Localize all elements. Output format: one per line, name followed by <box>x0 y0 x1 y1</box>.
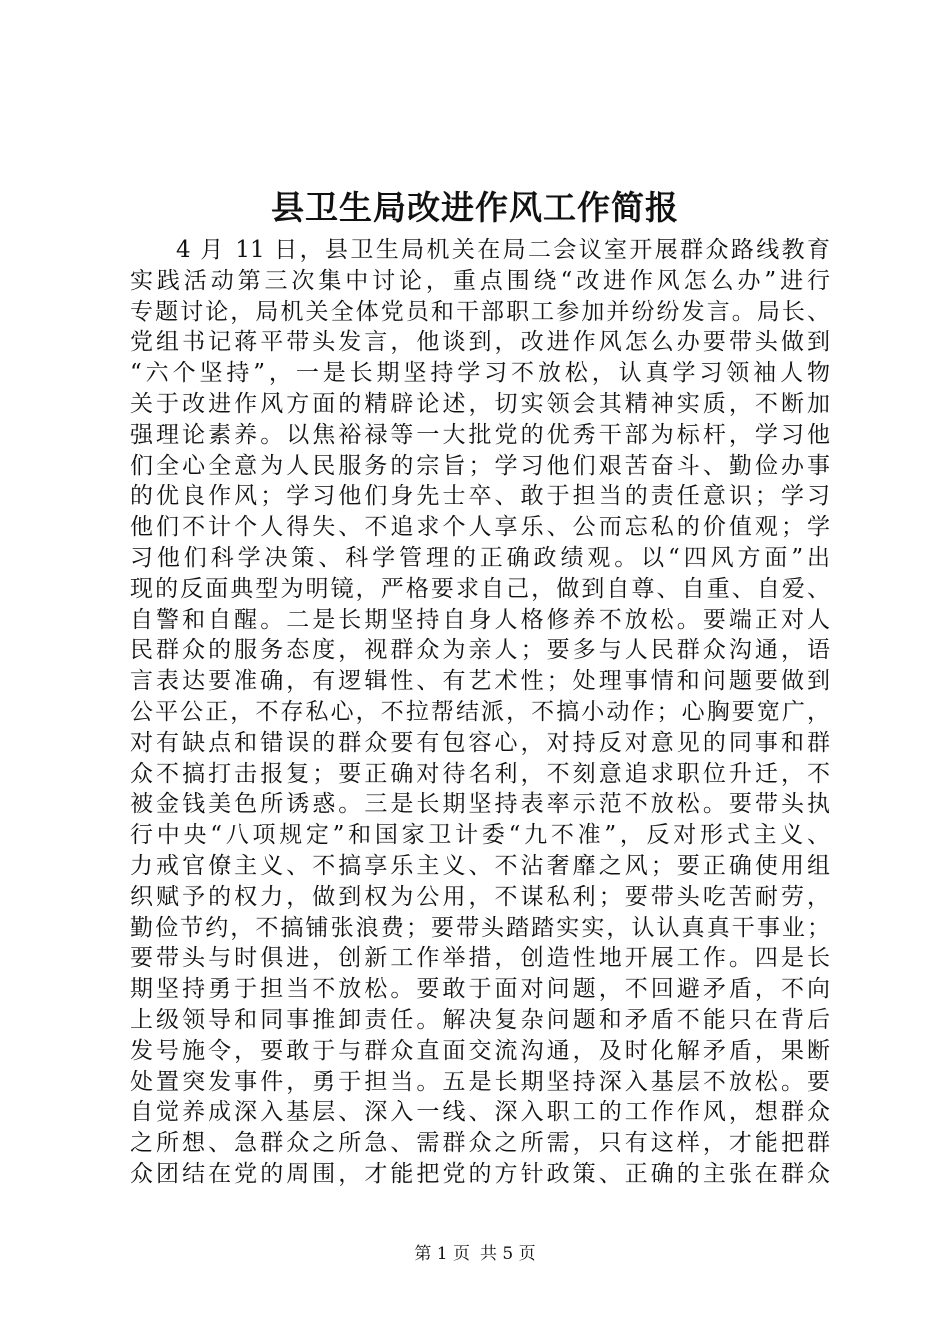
paragraph-line: 公平公正，不存私心，不拉帮结派，不搞小动作；心胸要宽广， <box>130 698 830 725</box>
paragraph-line: 发号施令，要敢于与群众直面交流沟通，及时化解矛盾，果断 <box>130 1037 830 1064</box>
paragraph-line: 行中央“八项规定”和国家卫计委“九不准”，反对形式主义、 <box>130 822 830 849</box>
page-footer <box>0 1242 950 1266</box>
paragraph-line: 织赋予的权力，做到权为公用，不谋私利；要带头吃苦耐劳， <box>130 883 830 910</box>
paragraph-line: 自觉养成深入基层、深入一线、深入职工的工作作风，想群众 <box>130 1099 830 1126</box>
paragraph-line: 专题讨论，局机关全体党员和干部职工参加并纷纷发言。局长、 <box>130 298 830 325</box>
paragraph-line: 党组书记蒋平带头发言，他谈到，改进作风怎么办要带头做到 <box>130 329 830 356</box>
page-total: 共 5 页 <box>480 1244 536 1264</box>
paragraph-line: 习他们科学决策、科学管理的正确政绩观。以“四风方面”出 <box>130 544 830 571</box>
paragraph-line: 勤俭节约，不搞铺张浪费；要带头踏踏实实，认认真真干事业； <box>130 914 830 941</box>
paragraph-line: 4 月 11 日，县卫生局机关在局二会议室开展群众路线教育 <box>176 237 830 263</box>
paragraph-line: “六个坚持”，一是长期坚持学习不放松，认真学习领袖人物 <box>130 360 830 387</box>
page-number: 第 1 页 <box>414 1244 470 1264</box>
paragraph-line: 他们不计个人得失、不追求个人享乐、公而忘私的价值观；学 <box>130 514 830 541</box>
paragraph-line: 之所想、急群众之所急、需群众之所需，只有这样，才能把群 <box>130 1130 830 1157</box>
paragraph-line: 现的反面典型为明镜，严格要求自己，做到自尊、自重、自爱、 <box>130 575 830 602</box>
paragraph-line: 言表达要准确，有逻辑性、有艺术性；处理事情和问题要做到 <box>130 668 830 695</box>
paragraph-line: 自警和自醒。二是长期坚持自身人格修养不放松。要端正对人 <box>130 606 830 633</box>
paragraph-line: 们全心全意为人民服务的宗旨；学习他们艰苦奋斗、勤俭办事 <box>130 452 830 479</box>
document-title: 县卫生局改进作风工作简报 <box>271 188 679 227</box>
paragraph-line: 期坚持勇于担当不放松。要敢于面对问题，不回避矛盾，不向 <box>130 976 830 1003</box>
paragraph-line: 众团结在党的周围，才能把党的方针政策、正确的主张在群众 <box>130 1160 830 1187</box>
paragraph-line: 众不搞打击报复；要正确对待名利，不刻意追求职位升迁，不 <box>130 760 830 787</box>
paragraph-line: 处置突发事件，勇于担当。五是长期坚持深入基层不放松。要 <box>130 1068 830 1095</box>
paragraph-line: 的优良作风；学习他们身先士卒、敢于担当的责任意识；学习 <box>130 483 830 510</box>
paragraph-line: 要带头与时俱进，创新工作举措，创造性地开展工作。四是长 <box>130 945 830 972</box>
paragraph-line: 对有缺点和错误的群众要有包容心，对持反对意见的同事和群 <box>130 729 830 756</box>
paragraph-line: 上级领导和同事推卸责任。解决复杂问题和矛盾不能只在背后 <box>130 1006 830 1033</box>
paragraph-line: 实践活动第三次集中讨论，重点围绕“改进作风怎么办”进行 <box>130 267 830 294</box>
paragraph-line: 强理论素养。以焦裕禄等一大批党的优秀干部为标杆，学习他 <box>130 421 830 448</box>
document-body <box>130 235 830 1190</box>
paragraph-line: 力戒官僚主义、不搞享乐主义、不沾奢靡之风；要正确使用组 <box>130 852 830 879</box>
paragraph-line: 被金钱美色所诱惑。三是长期坚持表率示范不放松。要带头执 <box>130 791 830 818</box>
paragraph-line: 民群众的服务态度，视群众为亲人；要多与人民群众沟通，语 <box>130 637 830 664</box>
paragraph-line: 关于改进作风方面的精辟论述，切实领会其精神实质，不断加 <box>130 390 830 417</box>
